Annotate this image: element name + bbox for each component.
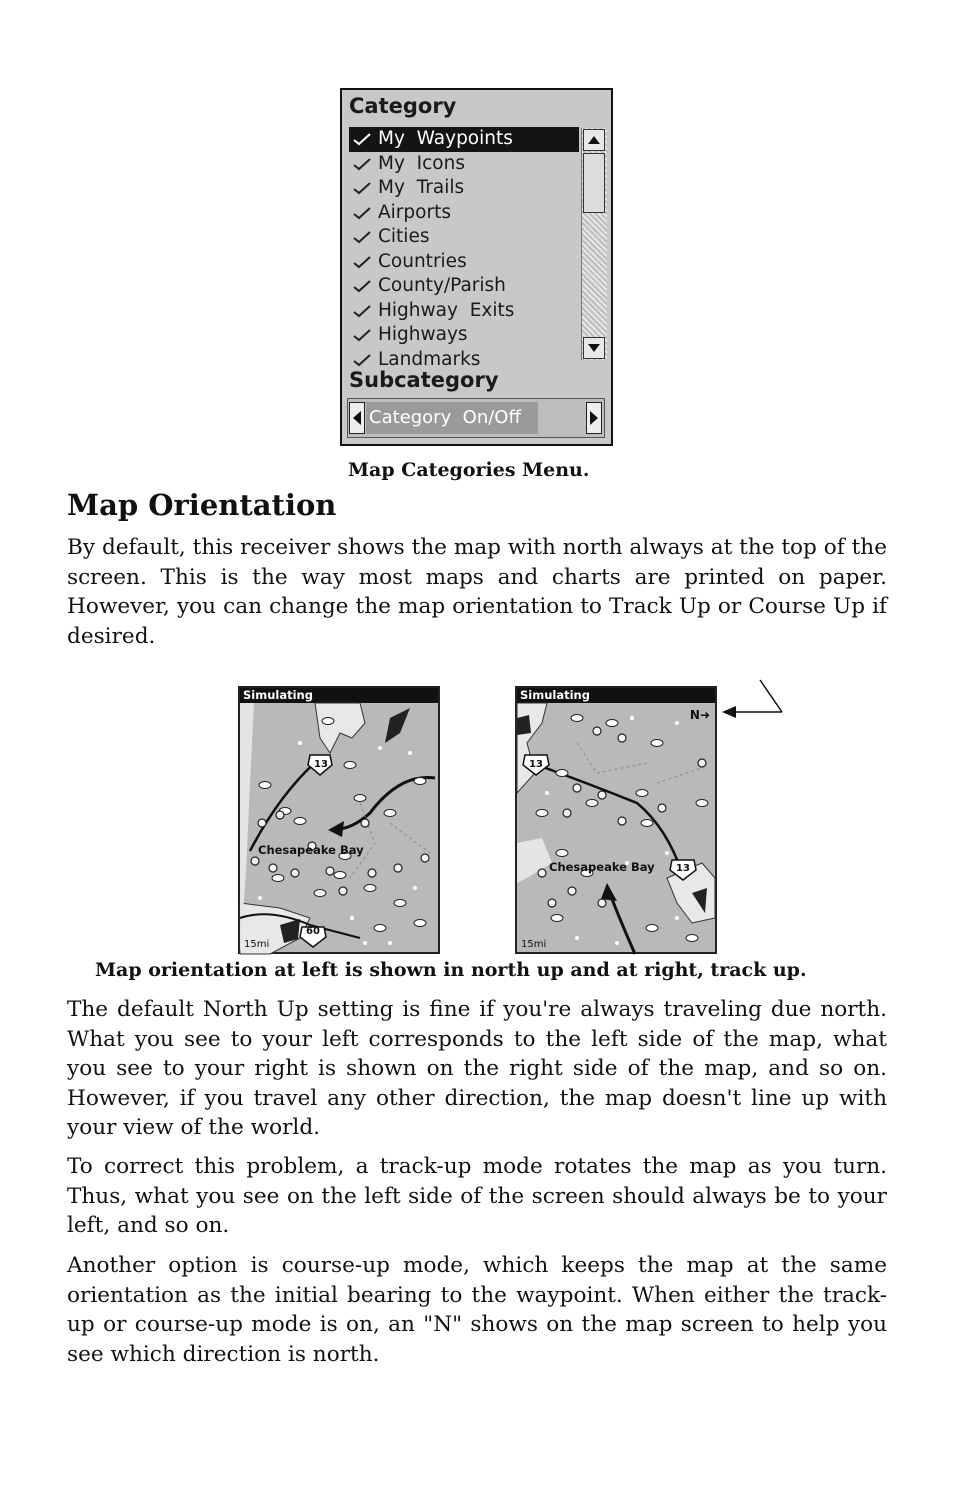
highway-shield-13: 13 xyxy=(529,759,543,770)
checkmark-icon xyxy=(352,206,378,220)
category-item-label: Highways xyxy=(378,324,468,346)
map-scale: 15mi xyxy=(244,939,270,950)
checkmark-icon xyxy=(352,230,378,244)
scroll-down-arrow-icon[interactable] xyxy=(583,337,605,359)
category-item-cities[interactable] xyxy=(349,225,579,250)
category-item-county-parish[interactable] xyxy=(349,274,579,299)
paragraph-course-up: Another option is course-up mode, which keeps the map at the same orientation as the initial bearing to the waypoint. When either the track-up or course-up mode is on, an "N" shows on the map screen to help you see which direction is north. xyxy=(67,1253,887,1367)
map-graphic xyxy=(240,703,438,954)
track-up-map xyxy=(515,686,717,954)
subcategory-heading: Subcategory xyxy=(349,368,499,392)
map-categories-menu xyxy=(340,88,613,446)
scroll-up-arrow-icon[interactable] xyxy=(583,129,605,151)
maps-caption: Map orientation at left is shown in north up and at right, track up. xyxy=(95,959,807,981)
map-place-label: Chesapeake Bay xyxy=(258,843,364,857)
category-item-label: My Waypoints xyxy=(378,128,513,150)
paragraph-intro: By default, this receiver shows the map with north always at the top of the screen. This is the way most maps and charts are printed on paper. However, you can change the map orientation to Track Up or Course Up if desired. xyxy=(67,535,887,649)
category-item-highway-exits[interactable] xyxy=(349,299,579,324)
map-graphic xyxy=(517,703,715,954)
category-item-label: Countries xyxy=(378,250,467,272)
category-item-my-icons[interactable] xyxy=(349,152,579,177)
category-item-label: My Trails xyxy=(378,177,465,199)
category-list xyxy=(349,127,579,370)
checkmark-icon xyxy=(352,304,378,318)
checkmark-icon xyxy=(352,328,378,342)
map-place-label: Chesapeake Bay xyxy=(549,860,655,874)
checkmark-icon xyxy=(352,132,378,146)
north-up-map xyxy=(238,686,440,954)
category-scrollbar[interactable] xyxy=(581,128,607,360)
category-item-label: Highway Exits xyxy=(378,299,515,321)
callout-arrow-icon xyxy=(718,678,788,724)
north-indicator xyxy=(690,708,710,722)
highway-shield-13: 13 xyxy=(676,863,690,874)
subcategory-selector[interactable] xyxy=(347,398,605,438)
category-item-label: County/Parish xyxy=(378,275,506,297)
highway-shield-13: 13 xyxy=(314,759,328,770)
category-item-label: Cities xyxy=(378,226,430,248)
map-status-title: Simulating xyxy=(240,688,438,703)
right-arrow-icon[interactable] xyxy=(586,402,602,434)
left-arrow-icon[interactable] xyxy=(349,402,365,434)
category-item-my-waypoints[interactable] xyxy=(349,127,579,152)
category-item-label: Airports xyxy=(378,201,451,223)
checkmark-icon xyxy=(352,279,378,293)
category-heading: Category xyxy=(349,94,457,118)
scrollbar-thumb[interactable] xyxy=(583,153,605,213)
checkmark-icon xyxy=(352,157,378,171)
category-item-airports[interactable] xyxy=(349,201,579,226)
subcategory-value: Category On/Off xyxy=(366,402,538,434)
checkmark-icon xyxy=(352,255,378,269)
north-indicator-label: N xyxy=(689,708,700,722)
category-item-label: Landmarks xyxy=(378,348,481,370)
north-arrow-icon: ➜ xyxy=(699,708,710,722)
map-status-title: Simulating xyxy=(517,688,715,703)
category-item-label: My Icons xyxy=(378,152,465,174)
map-scale: 15mi xyxy=(521,939,547,950)
highway-shield-60: 60 xyxy=(306,926,320,937)
category-item-highways[interactable] xyxy=(349,323,579,348)
category-item-countries[interactable] xyxy=(349,250,579,275)
category-item-my-trails[interactable] xyxy=(349,176,579,201)
checkmark-icon xyxy=(352,181,378,195)
paragraph-track-up: To correct this problem, a track-up mode rotates the map as you turn. Thus, what you see on the left side of the screen should always be to your left, and so on. xyxy=(67,1154,887,1239)
checkmark-icon xyxy=(352,353,378,367)
menu-caption: Map Categories Menu. xyxy=(348,459,590,481)
section-heading: Map Orientation xyxy=(67,488,337,522)
paragraph-north-up: The default North Up setting is fine if you're always traveling due north. What you see to your left corresponds to the left side of the map, what you see to your right is shown on the right side of the map, and so on. However, if you travel any other direction, the map doesn't line up with your view of the world. xyxy=(67,997,887,1141)
